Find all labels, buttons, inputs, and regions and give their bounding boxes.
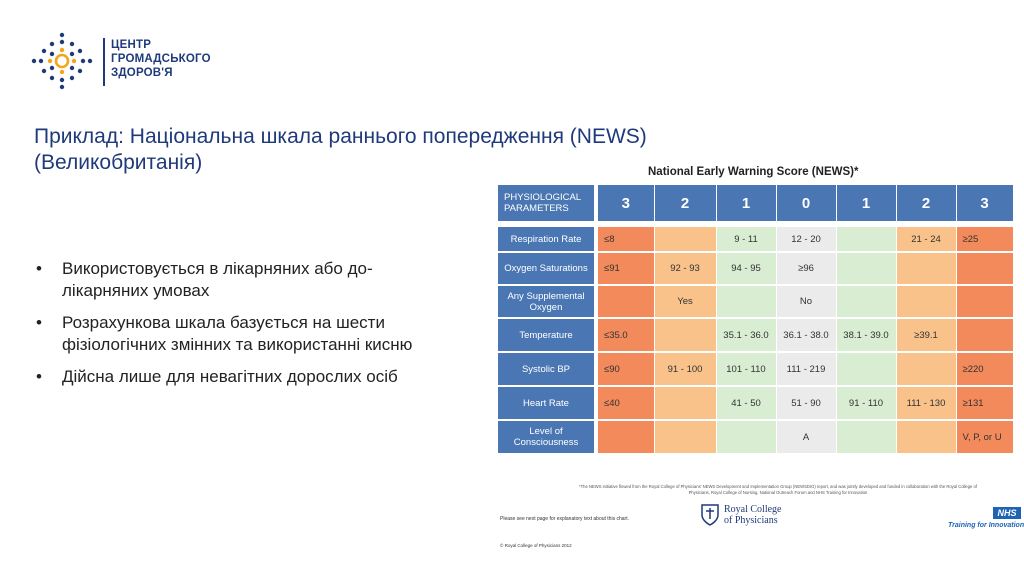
score-cell: 38.1 - 39.0 bbox=[836, 318, 896, 352]
score-cell: ≥25 bbox=[956, 224, 1013, 252]
score-cell bbox=[896, 285, 956, 318]
table-row bbox=[498, 318, 1013, 352]
score-cell: 9 - 11 bbox=[716, 224, 776, 252]
score-header-cell: 1 bbox=[836, 185, 896, 224]
next-page-note: Please see next page for explanatory text about this chart. bbox=[500, 516, 629, 522]
score-cell: ≤40 bbox=[596, 386, 654, 420]
score-cell bbox=[716, 285, 776, 318]
score-header-cell: 2 bbox=[654, 185, 716, 224]
score-cell: 101 - 110 bbox=[716, 352, 776, 386]
parameter-label: Respiration Rate bbox=[498, 224, 596, 252]
table-row bbox=[498, 386, 1013, 420]
score-cell: 12 - 20 bbox=[776, 224, 836, 252]
score-cell: ≥39.1 bbox=[896, 318, 956, 352]
header-param-cell: PHYSIOLOGICAL PARAMETERS bbox=[498, 185, 596, 224]
score-cell: A bbox=[776, 420, 836, 454]
score-cell bbox=[654, 318, 716, 352]
score-cell bbox=[956, 285, 1013, 318]
score-cell: 91 - 100 bbox=[654, 352, 716, 386]
news-table bbox=[498, 185, 1014, 455]
table-row bbox=[498, 420, 1013, 454]
score-cell: 94 - 95 bbox=[716, 252, 776, 285]
score-cell bbox=[654, 386, 716, 420]
nhs-tagline: Training for Innovation bbox=[948, 522, 1024, 529]
score-cell: ≤90 bbox=[596, 352, 654, 386]
parameter-label: Level of Consciousness bbox=[498, 420, 596, 454]
table-row bbox=[498, 224, 1013, 252]
score-cell: 35.1 - 36.0 bbox=[716, 318, 776, 352]
bullet-dot-icon: • bbox=[36, 313, 42, 332]
parameter-label: Heart Rate bbox=[498, 386, 596, 420]
copyright: © Royal College of Physicians 2012 bbox=[500, 543, 572, 548]
news-title: National Early Warning Score (NEWS)* bbox=[648, 166, 859, 178]
score-cell: 91 - 110 bbox=[836, 386, 896, 420]
score-cell bbox=[836, 352, 896, 386]
score-cell bbox=[956, 252, 1013, 285]
score-cell: Yes bbox=[654, 285, 716, 318]
score-cell bbox=[654, 420, 716, 454]
score-cell: ≤35.0 bbox=[596, 318, 654, 352]
score-cell bbox=[836, 252, 896, 285]
table-row bbox=[498, 352, 1013, 386]
parameter-label: Temperature bbox=[498, 318, 596, 352]
score-cell: ≤8 bbox=[596, 224, 654, 252]
bullet-list bbox=[34, 258, 454, 399]
score-cell bbox=[836, 285, 896, 318]
org-name-line1: ЦЕНТР bbox=[111, 39, 152, 51]
logo-divider bbox=[103, 38, 105, 86]
bullet-text: Розрахункова шкала базується на шести фізіологічних змінних та використанні кисню bbox=[62, 313, 413, 354]
bullet-dot-icon: • bbox=[36, 259, 42, 278]
score-cell bbox=[654, 224, 716, 252]
score-cell bbox=[896, 420, 956, 454]
score-cell: 21 - 24 bbox=[896, 224, 956, 252]
bullet-text: Дійсна лише для невагітних дорослих осіб bbox=[62, 367, 398, 386]
score-cell bbox=[596, 285, 654, 318]
score-cell: ≤91 bbox=[596, 252, 654, 285]
rcp-shield-icon bbox=[700, 503, 720, 527]
score-cell: No bbox=[776, 285, 836, 318]
bullet-item bbox=[34, 312, 454, 355]
score-cell: 36.1 - 38.0 bbox=[776, 318, 836, 352]
org-logo-icon bbox=[30, 32, 94, 90]
score-cell: ≥220 bbox=[956, 352, 1013, 386]
bullet-item bbox=[34, 366, 454, 388]
rcp-line2: of Physicians bbox=[724, 515, 778, 526]
score-header-cell: 3 bbox=[596, 185, 654, 224]
rcp-logo bbox=[724, 504, 782, 526]
slide-title-line2: (Великобританія) bbox=[34, 151, 203, 174]
table-row bbox=[498, 285, 1013, 318]
score-header-cell: 1 bbox=[716, 185, 776, 224]
news-footnote: *The NEWS initiative flowed from the Royal College of Physicians' NEWS Development and Implementation Group (NEWSDIG) report, and was jointly developed and funded in collaboration with the Royal College of Physicians, Royal College of Nursing, National Outreach Forum and NHS Training for Innovation bbox=[578, 484, 978, 495]
score-cell: 41 - 50 bbox=[716, 386, 776, 420]
bullet-text: Використовується в лікарняних або до-лікарняних умовах bbox=[62, 259, 373, 300]
table-row bbox=[498, 252, 1013, 285]
score-cell: 51 - 90 bbox=[776, 386, 836, 420]
score-cell: 92 - 93 bbox=[654, 252, 716, 285]
score-cell bbox=[596, 420, 654, 454]
score-cell bbox=[896, 252, 956, 285]
bullet-dot-icon: • bbox=[36, 367, 42, 386]
rcp-line1: Royal College bbox=[724, 504, 782, 515]
news-chart bbox=[498, 160, 1024, 552]
score-cell bbox=[896, 352, 956, 386]
parameter-label: Any Supplemental Oxygen bbox=[498, 285, 596, 318]
score-cell: 111 - 130 bbox=[896, 386, 956, 420]
score-cell: 111 - 219 bbox=[776, 352, 836, 386]
slide-title-line1: Приклад: Національна шкала раннього попередження (NEWS) bbox=[34, 125, 647, 148]
news-header-row bbox=[498, 185, 1013, 224]
score-cell bbox=[836, 224, 896, 252]
nhs-logo: NHS bbox=[993, 507, 1021, 519]
score-header-cell: 3 bbox=[956, 185, 1013, 224]
score-cell: ≥131 bbox=[956, 386, 1013, 420]
score-cell bbox=[836, 420, 896, 454]
org-name-line3: ЗДОРОВ'Я bbox=[111, 67, 173, 79]
score-cell bbox=[956, 318, 1013, 352]
org-name-line2: ГРОМАДСЬКОГО bbox=[111, 53, 211, 65]
score-cell: ≥96 bbox=[776, 252, 836, 285]
parameter-label: Systolic BP bbox=[498, 352, 596, 386]
score-header-cell: 0 bbox=[776, 185, 836, 224]
org-name bbox=[111, 38, 211, 80]
score-cell bbox=[716, 420, 776, 454]
bullet-item bbox=[34, 258, 454, 301]
score-header-cell: 2 bbox=[896, 185, 956, 224]
score-cell: V, P, or U bbox=[956, 420, 1013, 454]
parameter-label: Oxygen Saturations bbox=[498, 252, 596, 285]
